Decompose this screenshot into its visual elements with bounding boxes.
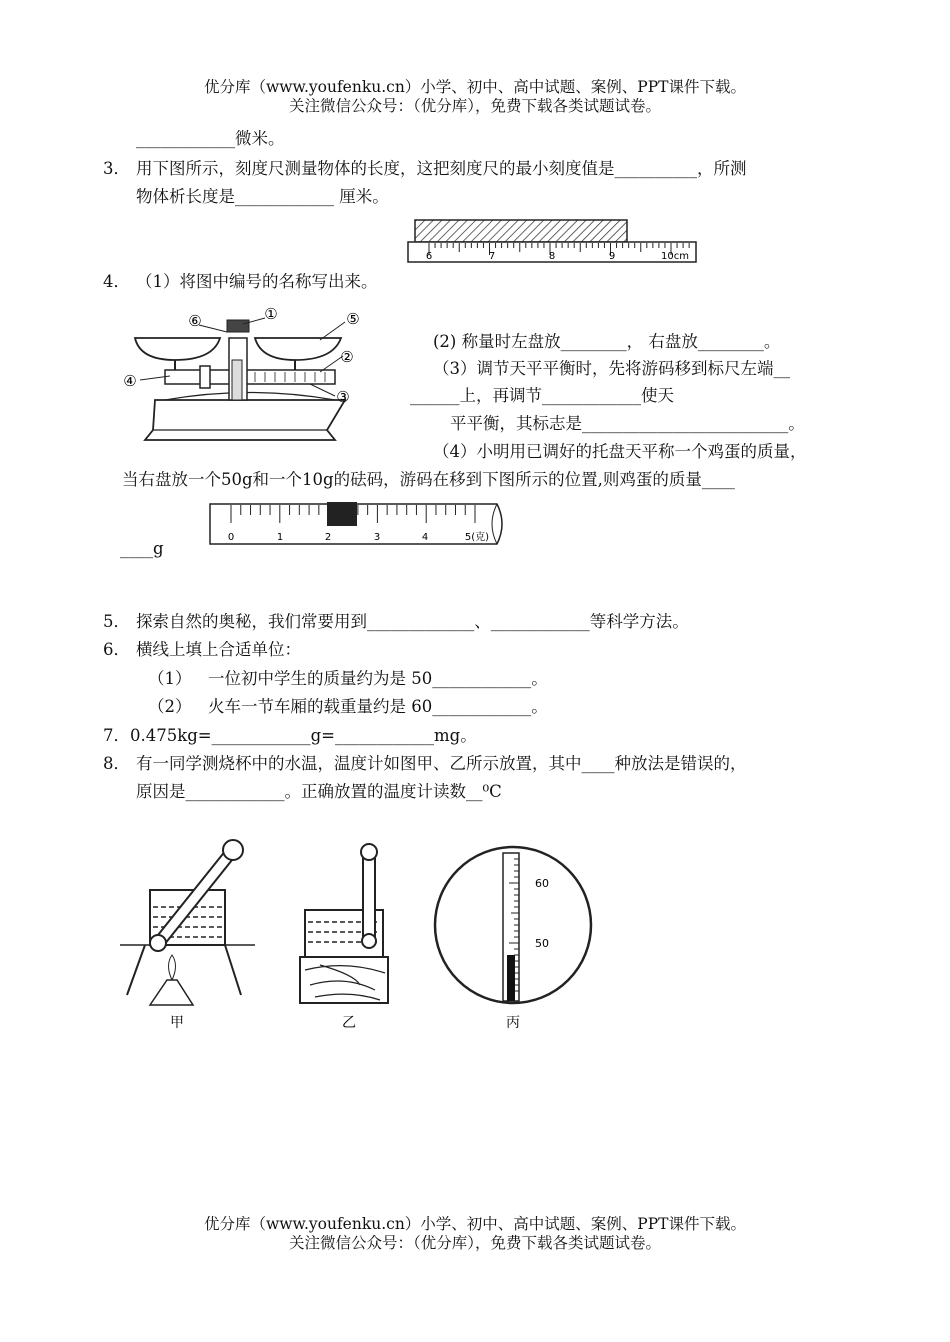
q4-part-4a: （4）小明用已调好的托盘天平称一个鸡蛋的质量， — [433, 442, 807, 461]
footer-line-2: 关注微信公众号：（优分库），免费下载各类试题试卷。 — [288, 1234, 661, 1252]
scale-label-4: 4 — [421, 532, 429, 543]
balance-figure — [115, 300, 395, 455]
setup-jia — [120, 840, 255, 1005]
q4-part-3a: （3）调节天平平衡时，先将游码移到标尺左端__ — [433, 359, 790, 378]
ruler-label-7: 7 — [488, 251, 496, 262]
q4-part-4c: ____g — [120, 539, 164, 558]
q2-tail: ____________微米。 — [136, 129, 285, 148]
header-line-1: 优分库（www.youfenku.cn）小学、初中、高中试题、案例、PPT课件下载。 — [203, 78, 747, 96]
setup-yi — [300, 844, 388, 1003]
scale-label-1: 1 — [276, 532, 284, 543]
rider — [327, 502, 357, 526]
ruler-label-6: 6 — [425, 251, 433, 262]
q4-part-3b: ______上，再调节____________使天 — [410, 386, 674, 405]
fig-label-yi: 乙 — [342, 1015, 356, 1031]
q5-text: 探索自然的奥秘，我们常要用到_____________、____________等科学方法。 — [136, 612, 689, 631]
ruler-figure — [405, 214, 700, 266]
ruler-label-8: 8 — [548, 251, 556, 262]
q6-number: 6． — [103, 640, 130, 659]
q8-number: 8． — [103, 754, 130, 773]
q6-item-1-text: 一位初中学生的质量约为是 50____________。 — [208, 669, 548, 688]
q7-text: 0.475kg=____________g=____________mg。 — [130, 726, 477, 745]
q6-text: 横线上填上合适单位： — [136, 640, 301, 659]
q3-line-1: 用下图所示，刻度尺测量物体的长度，这把刻度尺的最小刻度值是__________，所测 — [136, 159, 747, 178]
q4-part-4b: 当右盘放一个50g和一个10g的砝码，游码在移到下图所示的位置,则鸡蛋的质量____ — [122, 470, 735, 489]
q3-line-2: 物体析长度是____________ 厘米。 — [136, 187, 389, 206]
q3-number: 3． — [103, 159, 130, 178]
fig-label-bing: 丙 — [506, 1015, 520, 1031]
ruler-label-10: 10cm — [661, 251, 689, 262]
header-line-2: 关注微信公众号：（优分库），免费下载各类试题试卷。 — [288, 97, 661, 115]
q4-part-3c: 平平衡，其标志是_________________________。 — [450, 414, 805, 433]
q6-item-2-text: 火车一节车厢的载重量约是 60____________。 — [208, 697, 548, 716]
setup-bing — [435, 847, 591, 1003]
q4-part-2: (2) 称量时左盘放________， 右盘放________。 — [433, 332, 781, 351]
rider-scale-figure — [205, 496, 510, 552]
balance-label-1: ① — [264, 305, 278, 323]
q7-number: 7． — [103, 726, 130, 745]
balance-label-6: ⑥ — [188, 312, 202, 330]
scale-label-5: 5(克) — [464, 532, 490, 543]
thermo-label-50: 50 — [535, 937, 549, 950]
thermo-label-60: 60 — [535, 877, 549, 890]
q6-item-2-label: （2） — [148, 697, 192, 716]
thermometer-figure — [105, 825, 625, 1037]
balance-label-3: ③ — [336, 388, 350, 406]
mercury-column — [507, 955, 515, 1001]
q5-number: 5． — [103, 612, 130, 631]
scale-label-3: 3 — [373, 532, 381, 543]
measured-object — [415, 220, 627, 242]
q6-item-1-label: （1） — [148, 669, 192, 688]
scale-label-2: 2 — [324, 532, 332, 543]
scale-label-0: 0 — [227, 532, 235, 543]
q8-line-2: 原因是____________。正确放置的温度计读数__⁰C — [136, 782, 502, 801]
balance-label-2: ② — [340, 348, 354, 366]
q8-line-1: 有一同学测烧杯中的水温，温度计如图甲、乙所示放置，其中____种放法是错误的， — [136, 754, 747, 773]
balance-label-4: ④ — [123, 372, 137, 390]
balance-label-5: ⑤ — [346, 310, 360, 328]
ruler-label-9: 9 — [608, 251, 616, 262]
fig-label-jia: 甲 — [170, 1015, 184, 1031]
q4-number: 4． — [103, 272, 130, 291]
q4-part-1: （1）将图中编号的名称写出来。 — [136, 272, 378, 291]
footer-line-1: 优分库（www.youfenku.cn）小学、初中、高中试题、案例、PPT课件下载。 — [203, 1215, 747, 1233]
